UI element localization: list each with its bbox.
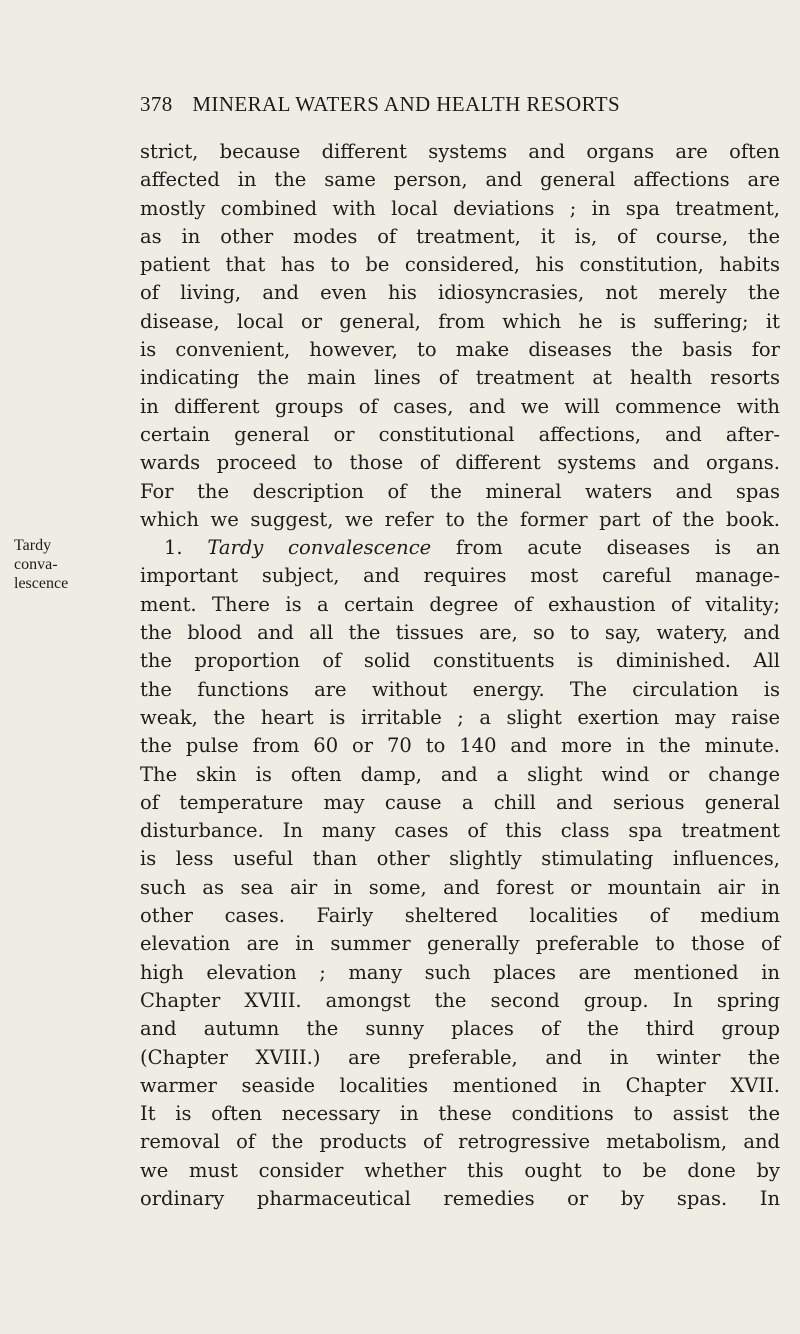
text-line: ordinary pharmaceutical remedies or by spas. In [140,1186,780,1210]
text-line: wards proceed to those of different systems and organs. [140,451,780,475]
page-number: 378 [140,92,173,116]
text-line: weak, the heart is irritable ; a slight exertion may raise [140,705,780,729]
running-title: MINERAL WATERS AND HEALTH RESORTS [192,92,621,116]
text-line: other cases. Fairly sheltered localities of medium [140,904,780,928]
text-line: is less useful than other slightly stimulating influences, [140,847,780,871]
text-line: such as sea air in some, and forest or mountain air in [140,875,780,899]
marginal-note-line: conva- [14,556,58,573]
text-line: indicating the main lines of treatment at health resorts [140,366,780,390]
text-line: the blood and all the tissues are, so to say, watery, and [140,621,780,645]
marginal-note-line: Tardy [14,537,52,554]
text-line: we must consider whether this ought to be done by [140,1158,780,1182]
text-line: the functions are without energy. The circulation is [140,677,780,701]
text-line: For the description of the mineral waters and spas [140,479,780,503]
text-line: Chapter XVIII. amongst the second group. In spring [140,988,780,1012]
text-line: is convenient, however, to make diseases the basis for [140,338,780,362]
text-line: of living, and even his idiosyncrasies, not merely the [140,281,780,305]
text-line: elevation are in summer generally preferable to those of [140,932,780,956]
running-head [140,92,780,117]
text-line: (Chapter XVIII.) are preferable, and in winter the [140,1045,780,1069]
section-first-line-rest: from acute diseases is an [455,536,781,560]
text-line: which we suggest, we refer to the former part of the book. [140,507,780,531]
text-line: disturbance. In many cases of this class spa treatment [140,819,780,843]
text-line: patient that has to be considered, his constitution, habits [140,253,780,277]
section-title: Tardy convalescence [207,536,432,560]
text-line: The skin is often damp, and a slight wind or change [140,762,780,786]
text-line: the pulse from 60 or 70 to 140 and more in the minute. [140,734,780,758]
text-line: and autumn the sunny places of the third group [140,1017,780,1041]
text-line: the proportion of solid constituents is diminished. All [140,649,780,673]
text-line: ment. There is a certain degree of exhaustion of vitality; [140,592,780,616]
text-line: in different groups of cases, and we will commence with [140,394,780,418]
marginal-note [14,536,104,593]
text-line: important subject, and requires most careful manage- [140,564,780,588]
text-line: It is often necessary in these conditions to assist the [140,1102,780,1126]
text-line: affected in the same person, and general affections are [140,168,780,192]
text-line: warmer seaside localities mentioned in Chapter XVII. [140,1073,780,1097]
text-line: high elevation ; many such places are mentioned in [140,960,780,984]
text-line: mostly combined with local deviations ; in spa treatment, [140,196,780,220]
marginal-note-line: lescence [14,575,69,592]
text-line: certain general or constitutional affections, and after- [140,422,780,446]
text-line: removal of the products of retrogressive metabolism, and [140,1130,780,1154]
text-line: of temperature may cause a chill and serious general [140,790,780,814]
section-number: 1. [164,536,183,560]
section-first-line [140,534,780,562]
text-line: disease, local or general, from which he is suffering; it [140,309,780,333]
text-line: as in other modes of treatment, it is, of course, the [140,224,780,248]
body-text [140,138,780,1213]
text-line: strict, because different systems and organs are often [140,140,780,163]
